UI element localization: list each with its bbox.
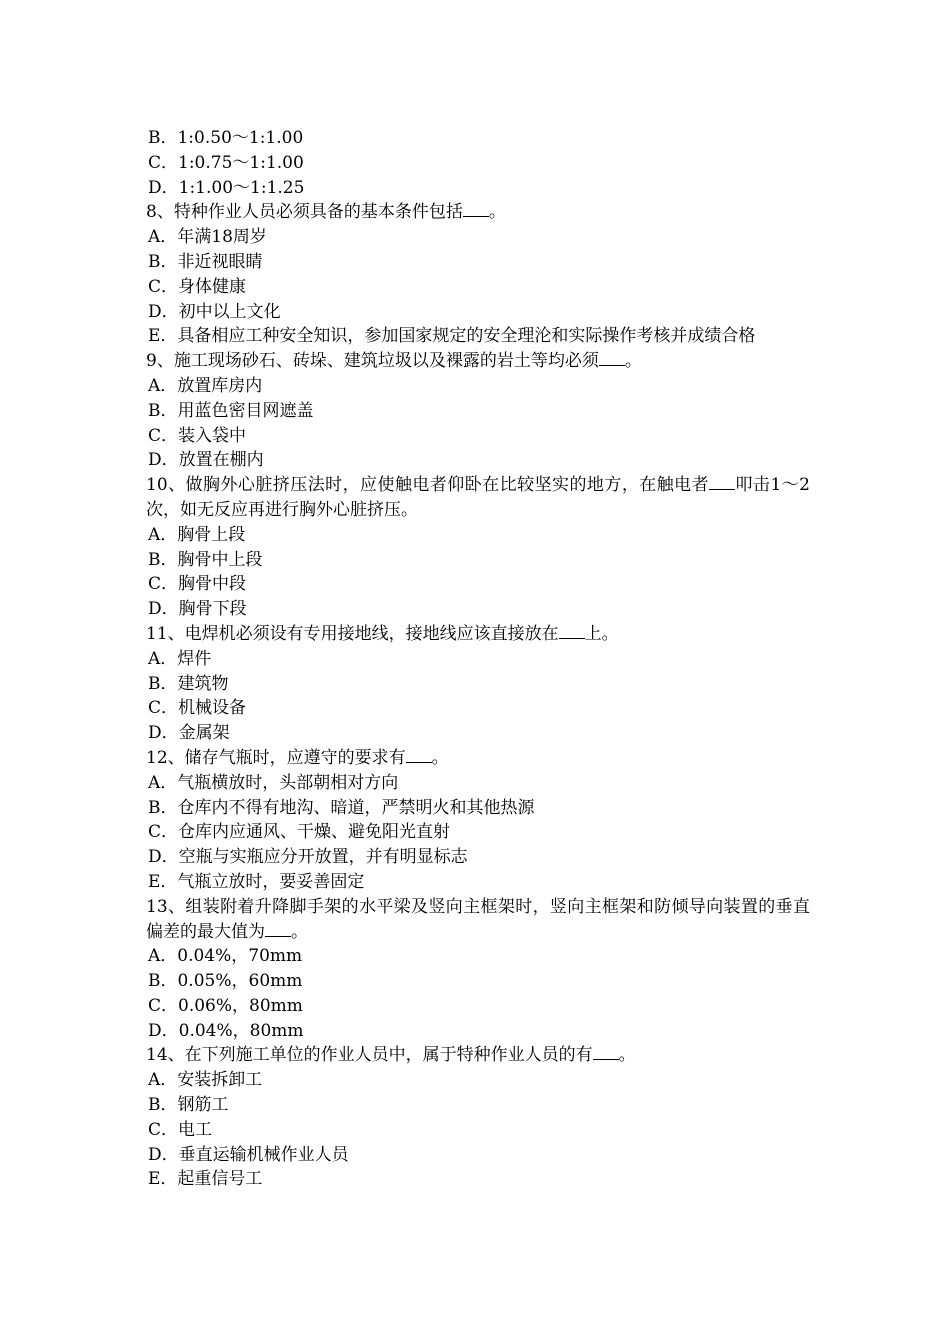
option-item: A．安装拆卸工: [148, 1070, 263, 1091]
question-text-end: 。: [431, 747, 449, 768]
answer-blank: [463, 201, 489, 217]
option-item: D．金属架: [148, 723, 230, 744]
option-item: A．胸骨上段: [148, 524, 246, 545]
option-item: C．1:0.75～1:1.00: [148, 152, 304, 173]
question-text-end: 叩击1～2次，如无反应再进行胸外心脏挤压。: [146, 475, 810, 520]
option-item: C．装入袋中: [148, 425, 247, 446]
option-item: B．胸骨中上段: [148, 549, 263, 570]
option-item: A．放置库房内: [148, 375, 263, 396]
question-text-end: 。: [618, 1045, 636, 1066]
option-item: D．垂直运输机械作业人员: [148, 1144, 349, 1165]
option-item: B．0.05%，60mm: [148, 971, 303, 992]
question-text: 14、在下列施工单位的作业人员中，属于特种作业人员的有: [146, 1045, 593, 1066]
option-item: A．年满18周岁: [148, 227, 267, 248]
answer-blank: [593, 1044, 619, 1060]
option-item: B．1:0.50～1:1.00: [148, 128, 304, 148]
answer-blank: [265, 921, 291, 937]
option-item: C．机械设备: [148, 698, 247, 719]
answer-blank: [559, 623, 585, 639]
question-text-end: 。: [291, 921, 308, 942]
question-text-end: 。: [624, 351, 642, 372]
question-stem: [146, 895, 810, 945]
option-item: B．建筑物: [148, 673, 229, 694]
question-text: 8、特种作业人员必须具备的基本条件包括: [146, 202, 463, 223]
option-item: D．初中以上文化: [148, 301, 281, 322]
option-item: B．钢筋工: [148, 1095, 229, 1116]
option-item: E．气瓶立放时，要妥善固定: [148, 871, 365, 892]
question-text: 11、电焊机必须设有专用接地线，接地线应该直接放在: [146, 623, 559, 644]
option-item: B．非近视眼睛: [148, 251, 263, 272]
answer-blank: [709, 474, 735, 490]
answer-blank: [406, 747, 432, 763]
option-item: A．焊件: [148, 648, 212, 669]
question-stem: [146, 746, 810, 771]
option-item: C．0.06%，80mm: [148, 995, 303, 1016]
option-item: D．放置在棚内: [148, 450, 264, 471]
question-text: 10、做胸外心脏挤压法时，应使触电者仰卧在比较坚实的地方，在触电者: [146, 475, 710, 496]
option-item: C．身体健康: [148, 276, 247, 297]
option-item: E．具备相应工种安全知识，参加国家规定的安全理沦和实际操作考核并成绩合格: [148, 326, 756, 347]
option-item: B．仓库内不得有地沟、暗道，严禁明火和其他热源: [148, 797, 535, 818]
question-text-end: 上。: [584, 623, 619, 644]
question-text: 12、储存气瓶时，应遵守的要求有: [146, 747, 406, 768]
option-item: C．仓库内应通风、干燥、避免阳光直射: [148, 822, 451, 843]
question-stem: [146, 473, 810, 523]
option-item: D．空瓶与实瓶应分开放置，并有明显标志: [148, 847, 468, 868]
question-stem: [146, 1043, 810, 1068]
question-stem: [146, 622, 810, 647]
question-stem: [146, 349, 810, 374]
option-item: A．气瓶横放时，头部朝相对方向: [148, 772, 399, 793]
question-stem: [146, 200, 810, 225]
question-text: 9、施工现场砂石、砖垛、建筑垃圾以及裸露的岩土等均必须: [146, 351, 599, 372]
option-item: D．0.04%，80mm: [148, 1020, 304, 1041]
option-item: C．胸骨中段: [148, 574, 247, 595]
option-item: B．用蓝色密目网遮盖: [148, 400, 314, 421]
option-item: D．胸骨下段: [148, 599, 247, 620]
question-text: 13、组装附着升降脚手架的水平梁及竖向主框架时，竖向主框架和防倾导向装置的垂直偏差的最大值为: [146, 896, 810, 942]
answer-blank: [599, 350, 625, 366]
option-item: D．1:1.00～1:1.25: [148, 177, 305, 198]
option-item: C．电工: [148, 1119, 213, 1140]
option-item: A．0.04%，70mm: [148, 946, 303, 967]
question-text-end: 。: [488, 202, 506, 223]
question-list: [146, 126, 810, 1192]
option-item: E．起重信号工: [148, 1169, 263, 1190]
